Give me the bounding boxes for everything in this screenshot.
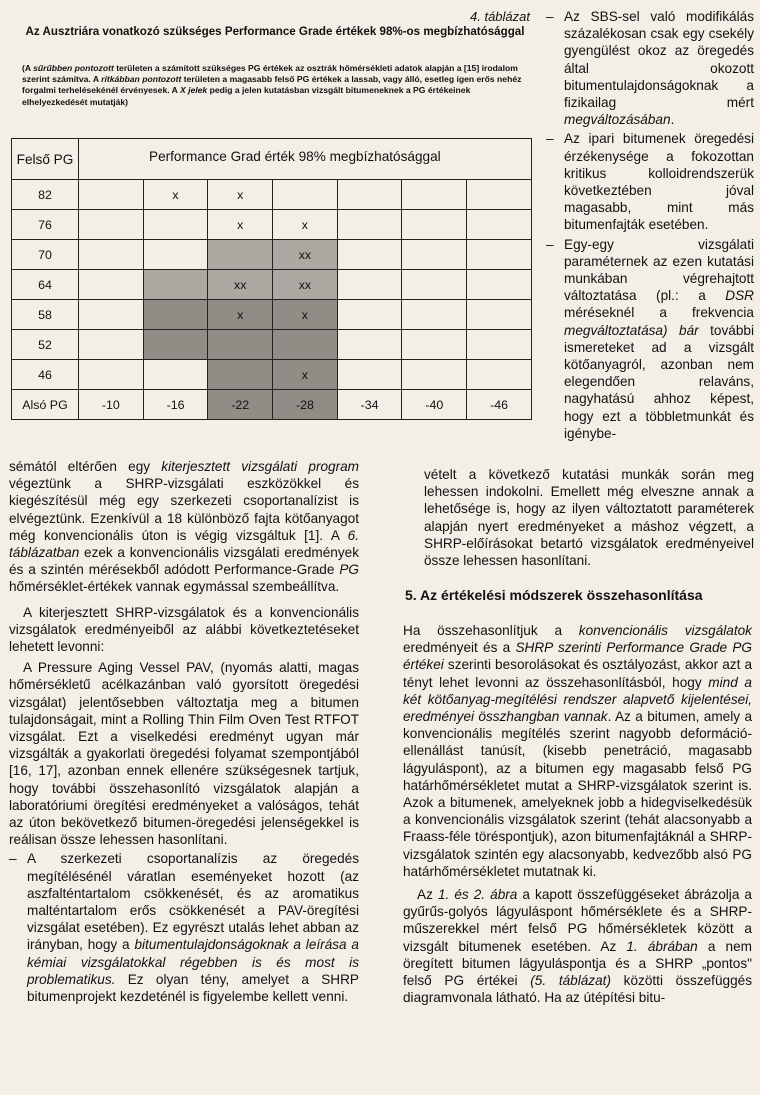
footer-value: -34 (337, 390, 402, 420)
table-cell (143, 360, 208, 390)
row-label: 70 (12, 240, 79, 270)
table-cell (402, 300, 467, 330)
table-footer-row (12, 390, 532, 420)
table-cell (402, 210, 467, 240)
paragraph: sémától eltérően egy kiterjesztett vizsgálati program végeztünk a SHRP-vizsgálati eszközökkel és kiegészítésül még egy szerkezeti csoportanalízist is elvégeztünk. Ezenkívül a 18 különböző fajta kötőanyagot még konvencionális úton is végig vizsgáltuk [1]. A 6. táblázatban ezek a konvencionális vizsgálati eredmények és a szintén mérésekből adódott Performance-Grade PG hőmérséklet-értékek vannak egymással szembeállítva. (9, 459, 359, 595)
table-cell (79, 210, 144, 240)
table-cell (467, 210, 532, 240)
table-cell: x (143, 180, 208, 210)
table-cell (143, 240, 208, 270)
table-title: Az Ausztriára vonatkozó szükséges Performance Grade értékek 98%-os megbízhatósággal (25, 25, 525, 38)
table-cell: x (208, 300, 273, 330)
table-cell (79, 270, 144, 300)
table-row (12, 330, 532, 360)
paragraph: A kiterjesztett SHRP-vizsgálatok és a konvencionális vizsgálatok eredményeiből az alábbi következtetéseket lehetett levonni: (9, 604, 359, 655)
table-row (12, 240, 532, 270)
table-cell (402, 240, 467, 270)
table-cell: xx (273, 240, 338, 270)
right-column-top (546, 8, 754, 444)
table-cell (208, 240, 273, 270)
paragraph: Ha összehasonlítjuk a konvencionális vizsgálatok eredményeit és a SHRP szerinti Performance Grade PG értékei szerinti besorolásokat és osztályozást, akkor azt a tényt lehet levonni az összehasonlításból, hogy mind a két kötőanyag-megítélési rendszer alapvető kijelentései, eredményei összhangban vannak. Az a bitumen, amely a konvencionális megítélés szerint nagyobb deformáció-ellenállást tanúsít, (kisebb penetráció, magasabb lágyuláspont), az a bitumen egy magasabb felső PG határhőmérsékletet mutat a SHRP-vizsgálatok szerint is. Azok a bitumenek, amelyeknek jobb a hidegviselkedésük a konvencionális vizsgálatok szerint (tehát alacsonyabb a Fraass-féle töréspontjuk), azon bitumenfajtáknál a SHRP-vizsgálatok szintén egy alacsonyabb, kedvezőbb alsó PG határhőmérsékletet mutatnak ki. (403, 623, 753, 879)
footer-value: -40 (402, 390, 467, 420)
table-row (12, 270, 532, 300)
table-cell (467, 270, 532, 300)
table-number: 4. táblázat (470, 9, 530, 24)
table-cell (79, 180, 144, 210)
table-cell (337, 270, 402, 300)
row-label: 76 (12, 210, 79, 240)
table-header-row (12, 139, 532, 180)
paragraph: Az 1. és 2. ábra a kapott összefüggéseket ábrázolja a gyűrűs-golyós lágyuláspont hőmérséklete és a SHRP-műszerekkel mért felső PG hőmérsékletek között a vizsgált bitumenek esetében. Az 1. ábrában a nem öregített bitumen lágyuláspontja és a SHRP „pontos" felső PG értékei (5. táblázat) közötti összefüggés diagramvonala látható. Ha az útépítési bitu- (403, 887, 753, 1006)
table-cell (467, 240, 532, 270)
table-cell (337, 240, 402, 270)
table-cell (467, 330, 532, 360)
row-label: 52 (12, 330, 79, 360)
table-row (12, 360, 532, 390)
table-cell (208, 330, 273, 360)
table-cell (337, 330, 402, 360)
footer-value: -10 (79, 390, 144, 420)
table-cell (79, 360, 144, 390)
table-note: (A sűrűbben pontozott területen a számított szükséges PG értékek az osztrák hőmérsékleti adatok alapján a [15] irodalom szerint számítva. A ritkábban pontozott területen a magasabb felső PG értékek a lassab, vagy álló, esetleg igen erős nehéz forgalmi terhelésekénél érvényesek. A X jelek pedig a jelen kutatásban vizsgált bitumeneknek a PG értékeinek elhelyezkedését mutatják) (22, 63, 522, 107)
table-cell: x (273, 300, 338, 330)
list-item: – Az ipari bitumenek öregedési érzékenysége a fokozottan kritikus kolloidrendszerük következtében jóval magasabb, mint más bitumenfajták esetében. (546, 131, 754, 233)
left-column (9, 458, 359, 1007)
table-cell (79, 300, 144, 330)
table-cell: xx (273, 270, 338, 300)
section-heading: 5. Az értékelési módszerek összehasonlítása (405, 587, 703, 603)
right-column-continuation (424, 466, 754, 571)
table-row (12, 180, 532, 210)
footer-value: -16 (143, 390, 208, 420)
table-cell (273, 180, 338, 210)
footer-value: -28 (273, 390, 338, 420)
table-cell (143, 270, 208, 300)
footer-value: -22 (208, 390, 273, 420)
table-cell (467, 300, 532, 330)
list-item: – A szerkezeti csoportanalízis az öregedés megítélésénél váratlan eseményeket hozott (az aszfalténtartalom csökkenését, és az aromatikus malténtartalom erős csökkenését a PAV-öregítési vizsgálat esetében). Ez egyrészt utalás lehet abban az irányban, hogy a bitumentulajdonságoknak a leírása a kémiai vizsgálatokkal régebben is és most is problematikus. Ez olyan tény, amelyet a SHRP bitumenprojekt kezdeténél is figyelembe kellett venni. (9, 851, 359, 1005)
table-cell: x (273, 360, 338, 390)
table-row (12, 210, 532, 240)
table-cell (143, 210, 208, 240)
list-item: – Egy-egy vizsgálati paraméternek az ezen kutatási munkában végrehajtott változtatása (pl.: a DSR méréseknél a frekvencia megváltoztatása) bár további ismereteket ad a vizsgált kötőanyagról, azonban nem elegendően relaváns, nagyhatású ahhoz képest, hogy ezt a többletmunkát és igénybe- (546, 236, 754, 441)
table-cell (467, 360, 532, 390)
table-row (12, 300, 532, 330)
paragraph: vételt a következő kutatási munkák során meg lehessen indokolni. Emellett még elveszne annak a lehetősége is, hogy az ilyen változtatott paraméterek alapján nyert eredményeket a máshoz végzett, a SHRP-előírásokat betartó vizsgálatok eredményeivel össze lehessen hasonlítani. (424, 467, 754, 569)
table-cell: x (208, 180, 273, 210)
table-cell (208, 360, 273, 390)
table-cell (273, 330, 338, 360)
table-cell (402, 180, 467, 210)
right-column-bottom (403, 622, 752, 1008)
table-cell (402, 270, 467, 300)
table-cell (467, 180, 532, 210)
table-cell (402, 330, 467, 360)
table-cell: xx (208, 270, 273, 300)
list-item: – Az SBS-sel való modifikálás százalékosan csak egy csekély gyengülést okoz az öregedés által okozott bitumentulajdonságoknak a fizikailag mért megváltozásában. (546, 9, 754, 128)
table-cell (337, 210, 402, 240)
row-label: 58 (12, 300, 79, 330)
header-felso-pg: Felső PG (12, 139, 79, 180)
row-label: 46 (12, 360, 79, 390)
table-cell: x (208, 210, 273, 240)
pg-table (11, 138, 532, 420)
table-cell (337, 180, 402, 210)
row-label: 82 (12, 180, 79, 210)
table-cell (79, 240, 144, 270)
table-cell (337, 360, 402, 390)
table-cell: x (273, 210, 338, 240)
header-pg-value: Performance Grad érték 98% megbízhatósággal (79, 139, 532, 180)
table-cell (337, 300, 402, 330)
table-cell (402, 360, 467, 390)
table-cell (79, 330, 144, 360)
table-cell (143, 330, 208, 360)
table-cell (143, 300, 208, 330)
paragraph: A Pressure Aging Vessel PAV, (nyomás alatti, magas hőmérsékletű acélkazánban való gyorsított öregedési vizsgálat) jelentősebben változtatja meg a bitumen tulajdonságait, mint a Rolling Thin Film Oven Test RTFOT vizsgálat. Ezt a viselkedési eredményt ugyan már vizsgálták a gyakorlati öregedési folyamat szempontjából [16, 17], azonban ennek ellenére szükségesnek tartjuk, hogy további összehasonlító vizsgálatok alapján a laboratóriumi öregítési eredményeket a valóságos, tehát az úton bekövetkező bitumen-öregedési jelenségekkel is reálisan össze lehessen hasonlítani. (9, 660, 359, 848)
footer-also-pg: Alsó PG (12, 390, 79, 420)
row-label: 64 (12, 270, 79, 300)
footer-value: -46 (467, 390, 532, 420)
